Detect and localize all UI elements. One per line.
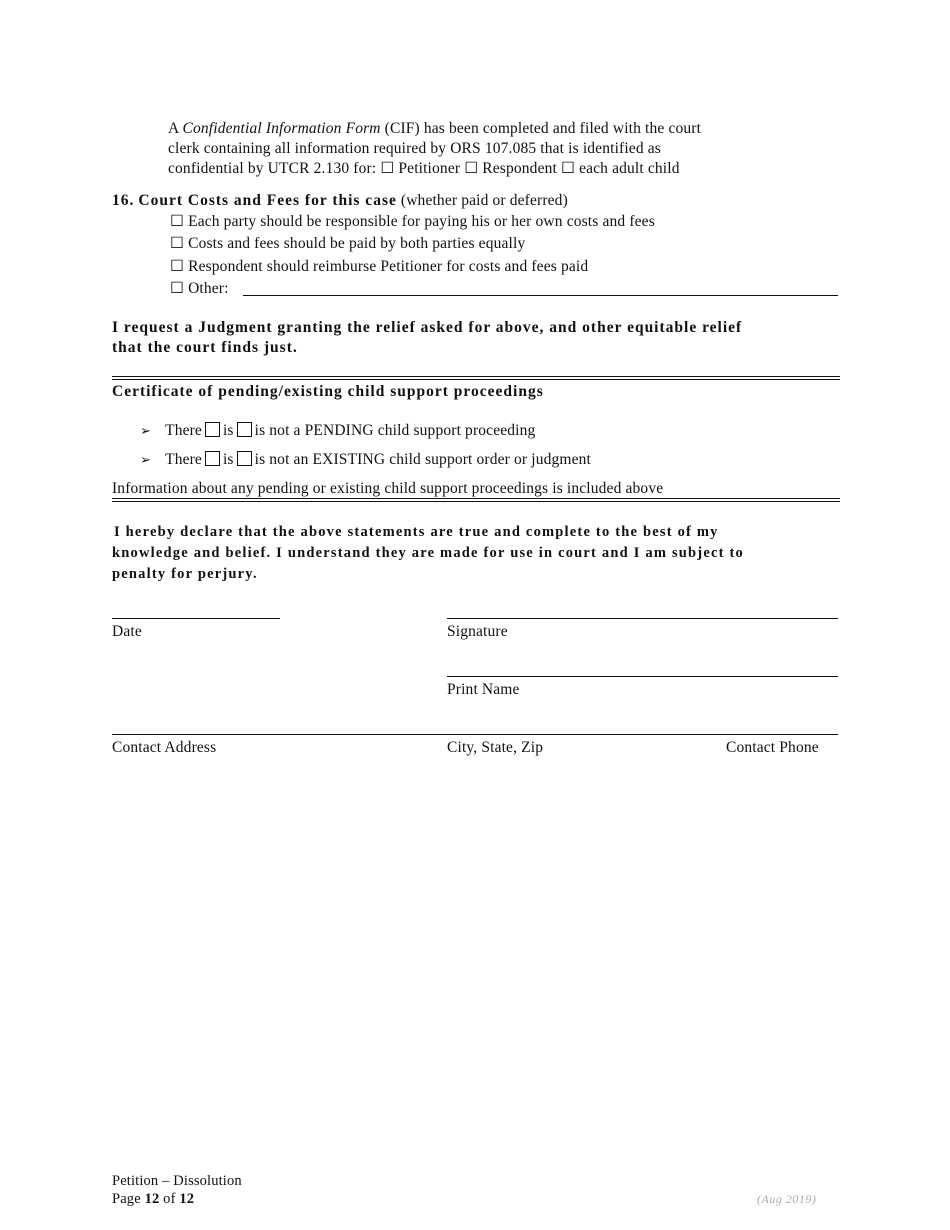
declaration-line-3: penalty for perjury. <box>112 566 258 582</box>
footer-page-number: Page 12 of 12 <box>112 1191 195 1207</box>
print-name-input-line[interactable] <box>447 676 838 677</box>
cif-line-1: A Confidential Information Form (CIF) has been completed and filed with the court <box>168 120 702 137</box>
signature-input-line[interactable] <box>447 618 838 619</box>
costs-other-checkbox[interactable]: ☐ <box>170 280 185 297</box>
cif-line-2: clerk containing all information required by ORS 107.085 that is identified as <box>168 140 661 157</box>
cif-petitioner-label: Petitioner <box>398 160 461 177</box>
certificate-bottom-rule <box>112 498 840 502</box>
section-16-heading <box>112 191 568 211</box>
page-current: 12 <box>144 1191 160 1207</box>
contact-info-input-line[interactable] <box>112 734 838 735</box>
city-state-zip-label: City, State, Zip <box>447 739 544 756</box>
judgment-request-line-1: I request a Judgment granting the relief asked for above, and other equitable relief <box>112 319 743 336</box>
costs-option-each-party: ☐ Each party should be responsible for paying his or her own costs and fees <box>170 213 655 230</box>
footer-revision-date: (Aug 2019) <box>757 1192 817 1206</box>
certificate-info-text: Information about any pending or existing child support proceedings is included above <box>112 480 664 497</box>
cif-form-title: Confidential Information Form <box>182 120 381 137</box>
certificate-top-rule <box>112 376 840 380</box>
arrow-bullet-icon: ➢ <box>140 423 152 438</box>
print-name-label: Print Name <box>447 681 520 698</box>
costs-option-reimburse: ☐ Respondent should reimburse Petitioner for costs and fees paid <box>170 258 589 275</box>
certificate-title: Certificate of pending/existing child support proceedings <box>112 383 544 400</box>
cif-petitioner-checkbox[interactable]: ☐ <box>380 160 395 177</box>
date-input-line[interactable] <box>112 618 280 619</box>
costs-equally-checkbox[interactable]: ☐ <box>170 235 185 252</box>
cif-adult-child-label: each adult child <box>579 160 680 177</box>
cif-respondent-label: Respondent <box>482 160 557 177</box>
costs-option-other: ☐ Other: <box>170 280 229 297</box>
pending-there-is-checkbox[interactable] <box>205 422 220 437</box>
cif-line-3: confidential by UTCR 2.130 for: ☐ Petitioner ☐ Respondent ☐ each adult child <box>168 160 680 177</box>
existing-is-not-checkbox[interactable] <box>237 451 252 466</box>
judgment-request-line-2: that the court finds just. <box>112 339 298 356</box>
costs-each-party-checkbox[interactable]: ☐ <box>170 213 185 230</box>
declaration-line-1: I hereby declare that the above statements are true and complete to the best of my <box>114 524 719 540</box>
arrow-bullet-icon: ➢ <box>140 452 152 467</box>
pending-is-not-checkbox[interactable] <box>237 422 252 437</box>
contact-phone-label: Contact Phone <box>726 739 819 756</box>
section-16-number: 16. <box>112 192 135 209</box>
costs-option-equally: ☐ Costs and fees should be paid by both parties equally <box>170 235 526 252</box>
costs-reimburse-checkbox[interactable]: ☐ <box>170 258 185 275</box>
section-16-title: Court Costs and Fees for this case <box>138 192 397 209</box>
costs-other-input-line[interactable] <box>243 295 838 296</box>
existing-there-is-checkbox[interactable] <box>205 451 220 466</box>
cif-respondent-checkbox[interactable]: ☐ <box>464 160 479 177</box>
footer-form-name: Petition – Dissolution <box>112 1173 242 1189</box>
signature-label: Signature <box>447 623 508 640</box>
section-16-subtitle: (whether paid or deferred) <box>400 192 568 209</box>
page-total: 12 <box>179 1191 195 1207</box>
cif-adult-child-checkbox[interactable]: ☐ <box>561 160 576 177</box>
pending-support-bullet: ➢ There is is not a PENDING child support proceeding <box>140 422 536 439</box>
contact-address-label: Contact Address <box>112 739 217 756</box>
existing-support-bullet: ➢ There is is not an EXISTING child support order or judgment <box>140 451 591 468</box>
declaration-line-2: knowledge and belief. I understand they are made for use in court and I am subject to <box>112 545 744 561</box>
date-label: Date <box>112 623 142 640</box>
